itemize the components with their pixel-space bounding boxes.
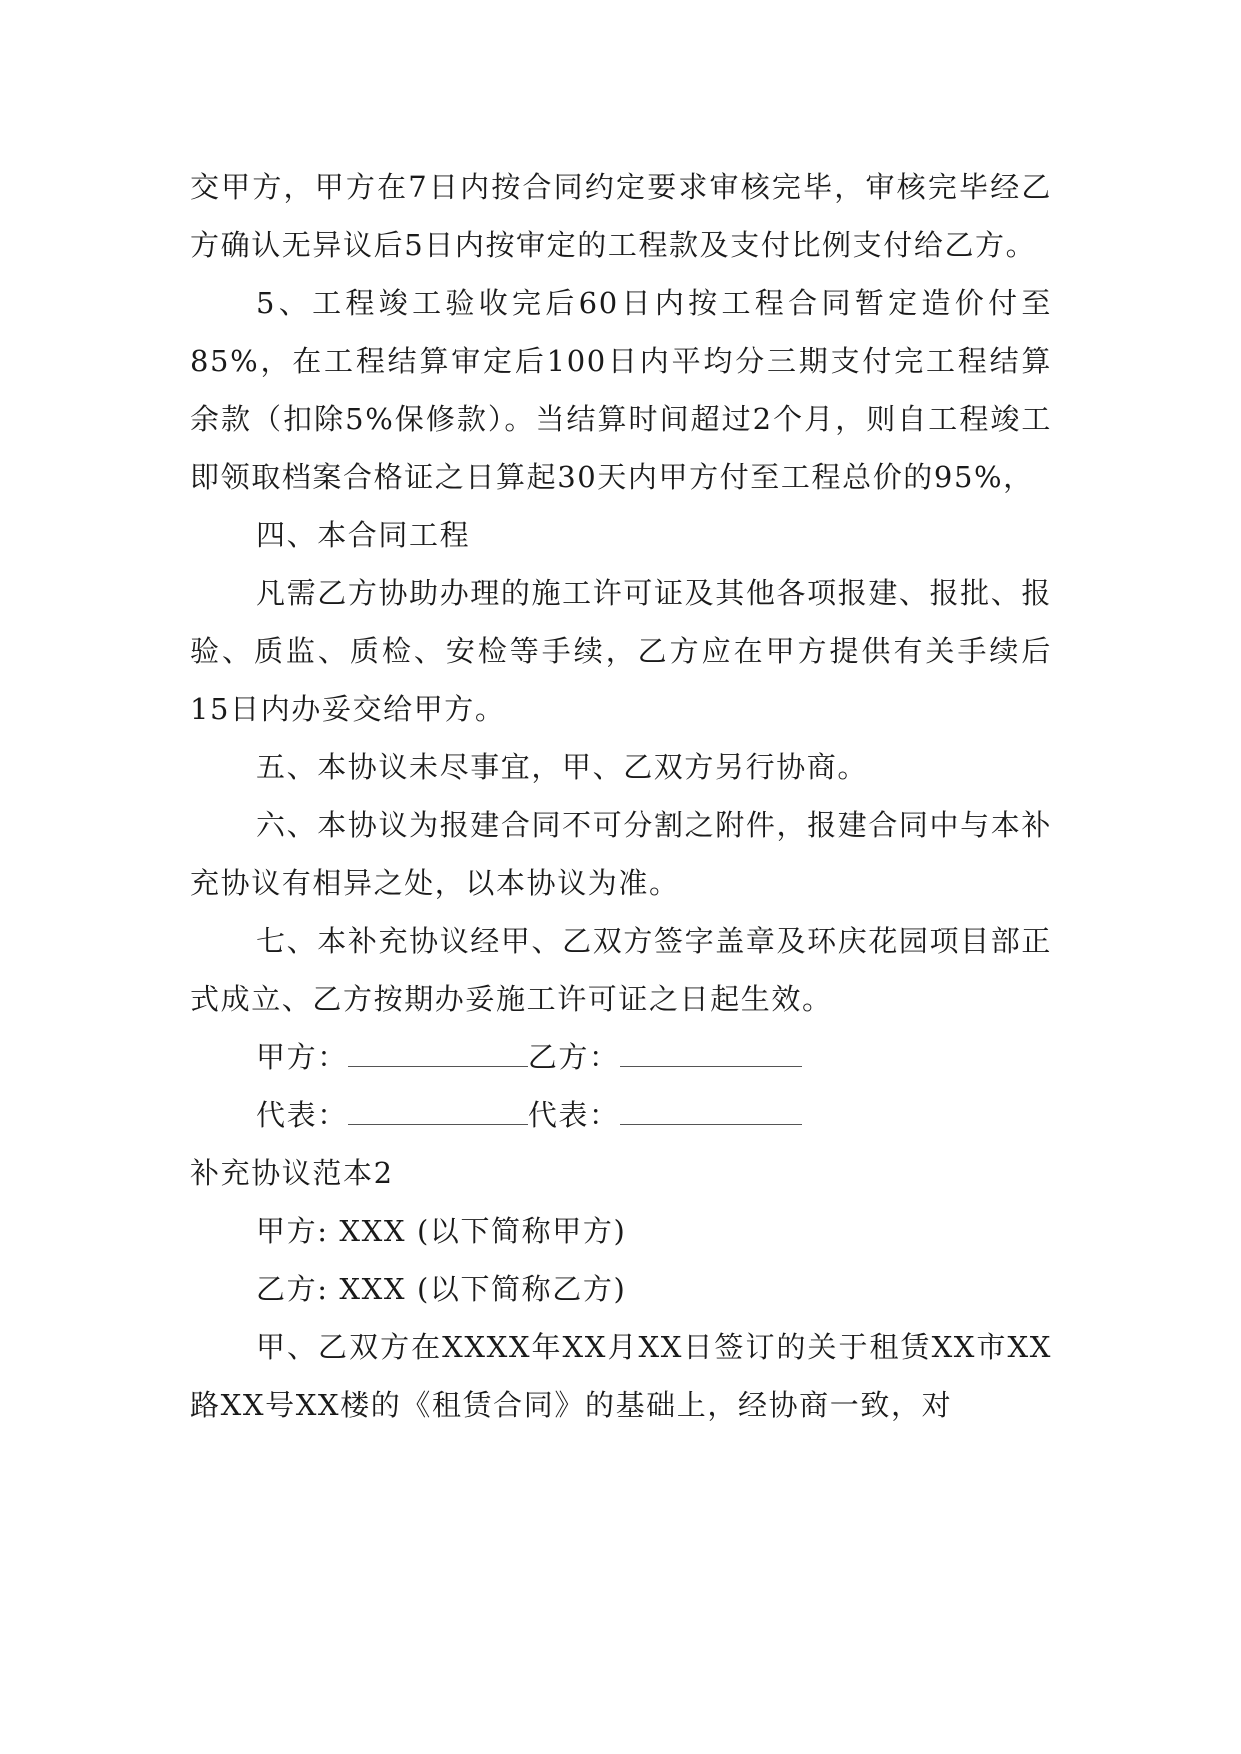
- signature-row-representatives: [190, 1086, 1052, 1144]
- party-a-signature-line: [348, 1044, 528, 1067]
- document-body: [190, 158, 1052, 1434]
- party-b-label: 乙方：: [527, 1040, 620, 1074]
- party-b-line: 乙方: XXX (以下简称乙方): [256, 1272, 627, 1306]
- signature-row-parties: [190, 1028, 1052, 1086]
- paragraph-permits: 凡需乙方协助办理的施工许可证及其他各项报建、报批、报验、质监、质检、安检等手续，乙方应在甲方提供有关手续后15日内办妥交给甲方。: [190, 576, 1052, 726]
- section-heading-5: 五、本协议未尽事宜，甲、乙双方另行协商。: [256, 750, 869, 784]
- party-a-line: 甲方: XXX (以下简称甲方): [256, 1214, 627, 1248]
- intro-paragraph: 甲、乙双方在XXXX年XX月XX日签订的关于租赁XX市XX路XX号XX楼的《租赁合同》的基础上，经协商一致，对: [190, 1330, 1052, 1422]
- rep-a-signature-line: [348, 1102, 528, 1125]
- paragraph-item-5: 5、工程竣工验收完后60日内按工程合同暂定造价付至85%，在工程结算审定后100日内平均分三期支付完工程结算余款（扣除5%保修款）。当结算时间超过2个月，则自工程竣工即领取档案合格证之日算起30天内甲方付至工程总价的95%，: [190, 286, 1052, 494]
- party-b-signature-line: [620, 1044, 802, 1067]
- rep-b-signature-line: [620, 1102, 802, 1125]
- party-a-label: 甲方：: [256, 1040, 348, 1074]
- section-title: 补充协议范本2: [190, 1156, 394, 1190]
- section-heading-4: 四、本合同工程: [256, 518, 471, 552]
- paragraph-payment-review: 交甲方，甲方在7日内按合同约定要求审核完毕，审核完毕经乙方确认无异议后5日内按审定的工程款及支付比例支付给乙方。: [190, 170, 1052, 262]
- section-heading-7: 七、本补充协议经甲、乙双方签字盖章及环庆花园项目部正式成立、乙方按期办妥施工许可证之日起生效。: [190, 924, 1052, 1016]
- rep-b-label: 代表：: [527, 1098, 620, 1132]
- section-heading-6: 六、本协议为报建合同不可分割之附件，报建合同中与本补充协议有相异之处，以本协议为准。: [190, 808, 1052, 900]
- rep-a-label: 代表：: [256, 1098, 348, 1132]
